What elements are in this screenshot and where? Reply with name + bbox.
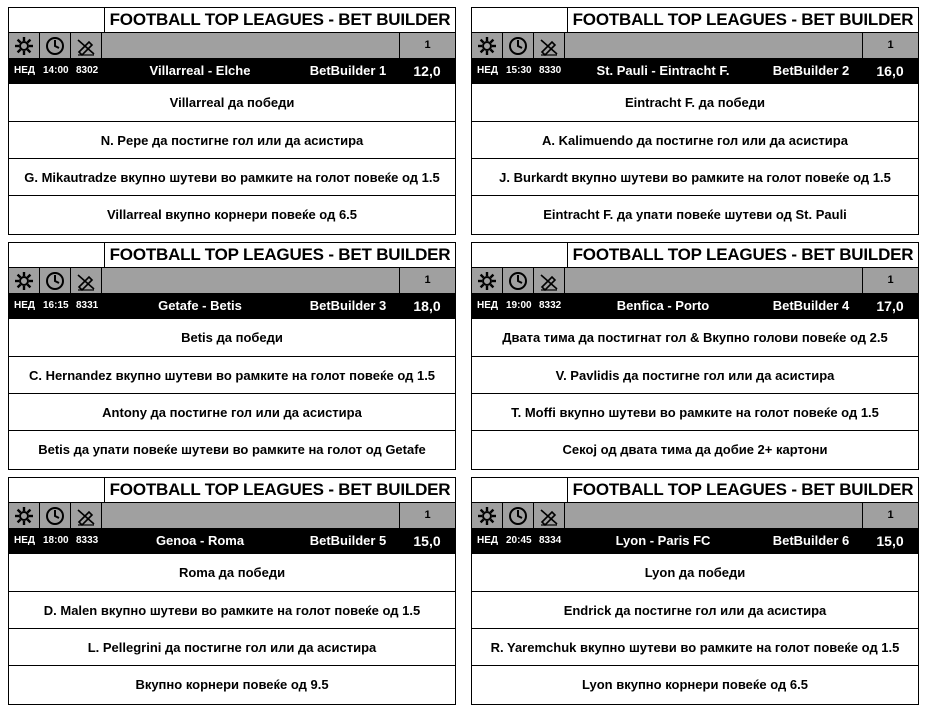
match-teams: Lyon - Paris FC — [615, 533, 711, 548]
betbuilder-label: BetBuilder 1 — [309, 63, 387, 78]
match-code: 8332 — [539, 300, 562, 311]
betbuilder-label: BetBuilder 2 — [772, 63, 850, 78]
match-code: 8330 — [539, 65, 562, 76]
selection-item: Секој од двата тима да добие 2+ картони — [472, 430, 918, 467]
match-time: 18:00 — [43, 535, 69, 546]
selection-item: Двата тима да постигнат гол & Вкупно голови повеќе од 2.5 — [502, 330, 888, 345]
gear-icon — [9, 33, 40, 58]
count-label: 1 — [862, 503, 918, 528]
selection-item: R. Yaremchuk вкупно шутеви во рамките на голот повеќе од 1.5 — [472, 628, 918, 665]
no-writing-icon — [71, 33, 102, 58]
match-time: 15:30 — [506, 65, 532, 76]
gear-icon — [9, 503, 40, 528]
match-row — [472, 529, 918, 553]
no-writing-icon — [71, 503, 102, 528]
match-odds: 17,0 — [876, 298, 904, 314]
match-teams: Villarreal - Elche — [149, 63, 251, 78]
match-teams: St. Pauli - Eintracht F. — [596, 63, 730, 78]
clock-icon — [503, 33, 534, 58]
card-title: FOOTBALL TOP LEAGUES - BET BUILDER — [109, 245, 451, 264]
match-teams: Getafe - Betis — [158, 298, 242, 313]
clock-icon — [503, 268, 534, 293]
selection-item: J. Burkardt вкупно шутеви во рамките на голот повеќе од 1.5 — [472, 158, 918, 195]
betbuilder-label: BetBuilder 5 — [309, 533, 387, 548]
card-title: FOOTBALL TOP LEAGUES - BET BUILDER — [572, 245, 914, 264]
match-row — [472, 59, 918, 83]
match-row — [9, 294, 455, 318]
gear-icon — [472, 268, 503, 293]
match-row — [9, 59, 455, 83]
card-title: FOOTBALL TOP LEAGUES - BET BUILDER — [572, 480, 914, 499]
match-day: НЕД — [14, 535, 36, 546]
match-day: НЕД — [477, 300, 499, 311]
clock-icon — [40, 33, 71, 58]
match-odds: 16,0 — [876, 63, 904, 79]
gear-icon — [472, 503, 503, 528]
selection-item: Betis да упати повеќе шутеви во рамките на голот од Getafe — [9, 430, 455, 467]
bet-builder-card-2 — [471, 7, 919, 235]
card-header — [9, 8, 455, 33]
match-odds: 18,0 — [413, 298, 441, 314]
match-day: НЕД — [477, 535, 499, 546]
icon-bar — [9, 268, 455, 294]
bet-builder-card-1 — [8, 7, 456, 235]
clock-icon — [40, 268, 71, 293]
count-label: 1 — [399, 503, 455, 528]
bet-builder-card-4 — [471, 242, 919, 470]
betbuilder-label: BetBuilder 3 — [309, 298, 387, 313]
count-label: 1 — [862, 268, 918, 293]
selection-item: Lyon вкупно корнери повеќе од 6.5 — [472, 665, 918, 702]
match-day: НЕД — [14, 65, 36, 76]
card-title: FOOTBALL TOP LEAGUES - BET BUILDER — [572, 10, 914, 29]
match-time: 20:45 — [506, 535, 532, 546]
match-teams: Genoa - Roma — [155, 533, 245, 548]
match-row — [9, 529, 455, 553]
icon-bar — [9, 33, 455, 59]
match-code: 8302 — [76, 65, 99, 76]
betbuilder-label: BetBuilder 4 — [772, 298, 850, 313]
selection-item: Villarreal вкупно корнери повеќе од 6.5 — [9, 195, 455, 232]
gear-icon — [9, 268, 40, 293]
card-title: FOOTBALL TOP LEAGUES - BET BUILDER — [109, 480, 451, 499]
card-header — [9, 478, 455, 503]
icon-bar — [472, 503, 918, 529]
card-header — [472, 243, 918, 268]
selection-item: A. Kalimuendo да постигне гол или да асистира — [472, 121, 918, 158]
count-label: 1 — [399, 33, 455, 58]
no-writing-icon — [534, 33, 565, 58]
bet-builder-card-6 — [471, 477, 919, 705]
match-code: 8333 — [76, 535, 99, 546]
clock-icon — [40, 503, 71, 528]
match-day: НЕД — [477, 65, 499, 76]
selection-item: Roma да победи — [178, 565, 286, 580]
selection-item: Villarreal да победи — [169, 95, 295, 110]
bet-builder-card-5 — [8, 477, 456, 705]
gear-icon — [472, 33, 503, 58]
selection-item: Endrick да постигне гол или да асистира — [472, 591, 918, 628]
selection-item: Lyon да победи — [644, 565, 746, 580]
no-writing-icon — [71, 268, 102, 293]
match-teams: Benfica - Porto — [616, 298, 710, 313]
betbuilder-label: BetBuilder 6 — [772, 533, 850, 548]
selection-item: Betis да победи — [181, 330, 283, 345]
match-odds: 15,0 — [413, 533, 441, 549]
match-code: 8334 — [539, 535, 562, 546]
selection-item: C. Hernandez вкупно шутеви во рамките на голот повеќе од 1.5 — [9, 356, 455, 393]
match-odds: 15,0 — [876, 533, 904, 549]
selection-item: Eintracht F. да упати повеќе шутеви од St. Pauli — [472, 195, 918, 232]
icon-bar — [472, 33, 918, 59]
bet-builder-card-3 — [8, 242, 456, 470]
card-header — [472, 478, 918, 503]
selection-item: Antony да постигне гол или да асистира — [9, 393, 455, 430]
icon-bar — [9, 503, 455, 529]
icon-bar — [472, 268, 918, 294]
selection-item: Eintracht F. да победи — [624, 95, 766, 110]
match-day: НЕД — [14, 300, 36, 311]
selection-item: V. Pavlidis да постигне гол или да асистира — [472, 356, 918, 393]
selection-item: G. Mikautradze вкупно шутеви во рамките на голот повеќе од 1.5 — [9, 158, 455, 195]
card-header — [9, 243, 455, 268]
match-time: 14:00 — [43, 65, 69, 76]
match-row — [472, 294, 918, 318]
selection-item: Вкупно корнери повеќе од 9.5 — [9, 665, 455, 702]
selection-item: L. Pellegrini да постигне гол или да асистира — [9, 628, 455, 665]
clock-icon — [503, 503, 534, 528]
card-header — [472, 8, 918, 33]
card-title: FOOTBALL TOP LEAGUES - BET BUILDER — [109, 10, 451, 29]
match-time: 19:00 — [506, 300, 532, 311]
selection-item: D. Malen вкупно шутеви во рамките на голот повеќе од 1.5 — [9, 591, 455, 628]
match-odds: 12,0 — [413, 63, 441, 79]
no-writing-icon — [534, 268, 565, 293]
match-code: 8331 — [76, 300, 99, 311]
match-time: 16:15 — [43, 300, 69, 311]
count-label: 1 — [399, 268, 455, 293]
selection-item: T. Moffi вкупно шутеви во рамките на голот повеќе од 1.5 — [472, 393, 918, 430]
count-label: 1 — [862, 33, 918, 58]
selection-item: N. Pepe да постигне гол или да асистира — [9, 121, 455, 158]
no-writing-icon — [534, 503, 565, 528]
